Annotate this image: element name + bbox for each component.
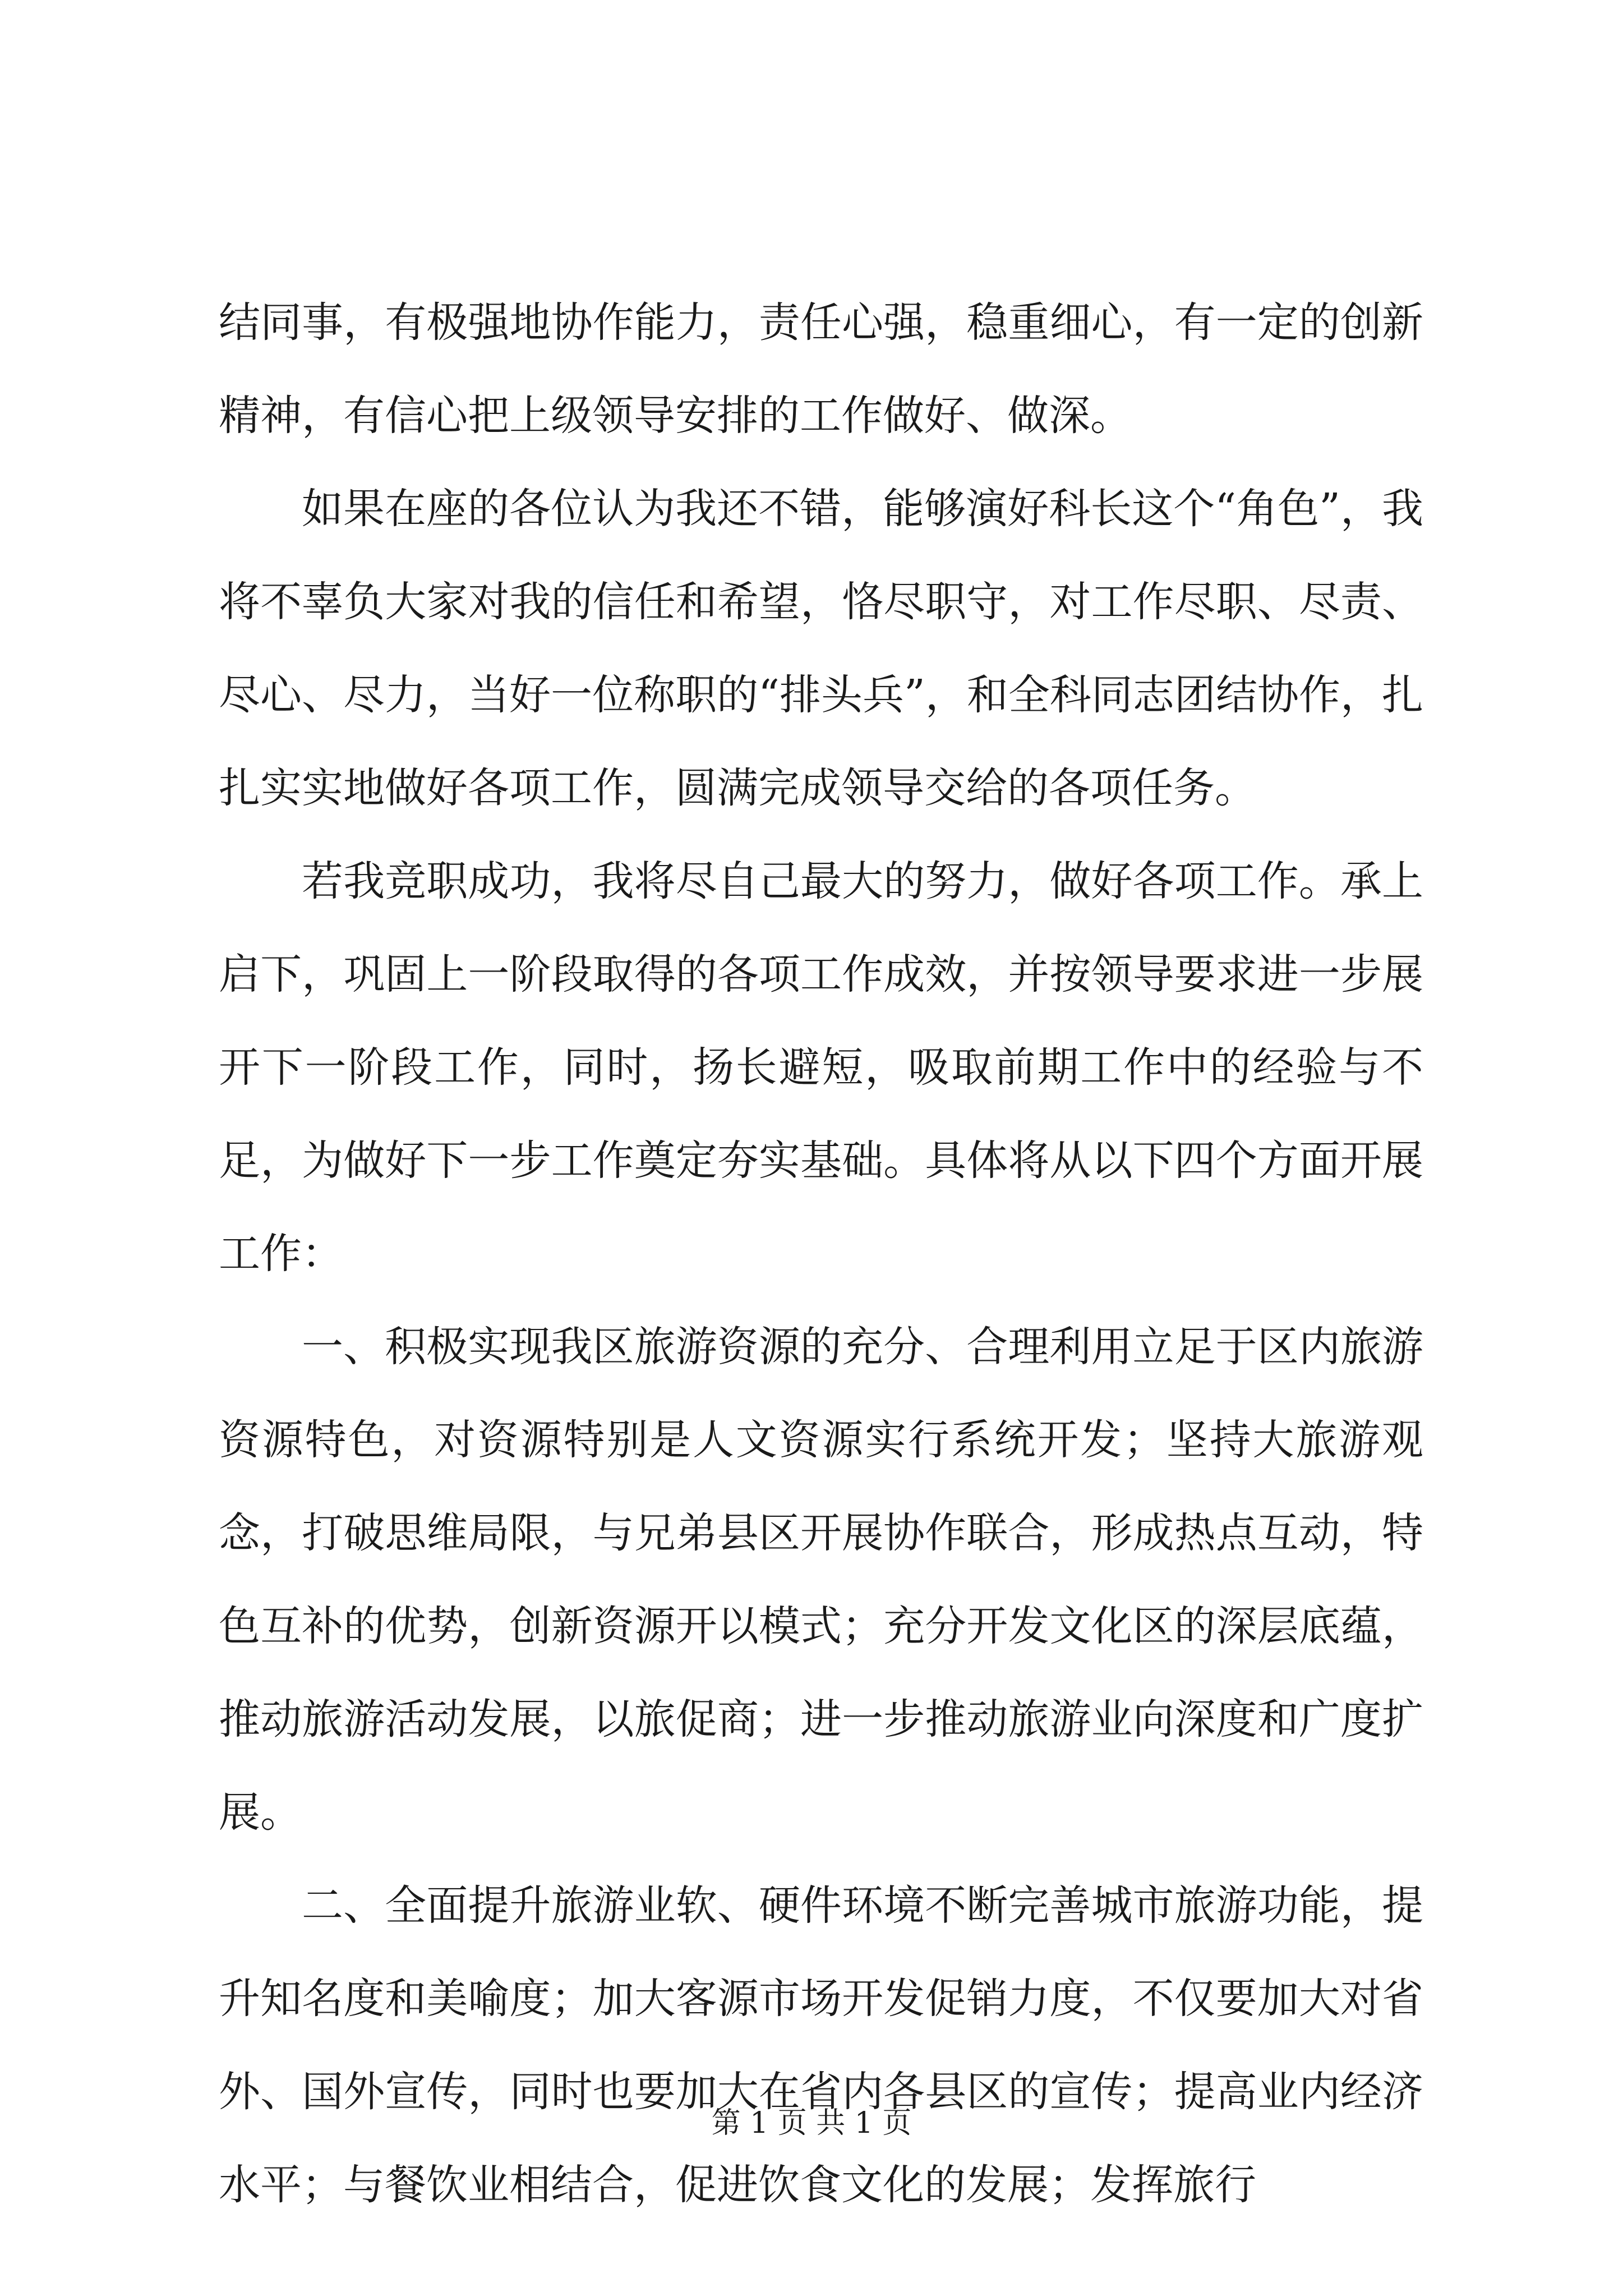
paragraph-4: 一、积极实现我区旅游资源的充分、合理利用立足于区内旅游资源特色，对资源特别是人文资源实行系统开发；坚持大旅游观念，打破思维局限，与兄弟县区开展协作联合，形成热点互动，特色互补的优势，创新资源开以模式；充分开发文化区的深层底蕴，推动旅游活动发展，以旅促商；进一步推动旅游业向深度和广度扩展。: [219, 1323, 1423, 1837]
body-text: [219, 276, 1423, 2231]
page-number-label: 第 1 页 共 1 页: [711, 2106, 912, 2140]
paragraph-5: 二、全面提升旅游业软、硬件环境不断完善城市旅游功能，提升知名度和美喻度；加大客源市场开发促销力度，不仅要加大对省外、国外宣传，同时也要加大在省内各县区的宣传；提高业内经济水平；与餐饮业相结合，促进饮食文化的发展；发挥旅行: [219, 1881, 1423, 2209]
paragraph-2: 如果在座的各位认为我还不错，能够演好科长这个“角色”，我将不辜负大家对我的信任和希望，恪尽职守，对工作尽职、尽责、尽心、尽力，当好一位称职的“排头兵”，和全科同志团结协作，扎扎实实地做好各项工作，圆满完成领导交给的各项任务。: [219, 485, 1423, 812]
paragraph-1: 结同事，有极强地协作能力，责任心强，稳重细心，有一定的创新精神，有信心把上级领导安排的工作做好、做深。: [219, 298, 1423, 440]
page-footer: [0, 2106, 1623, 2140]
paragraph-3: 若我竞职成功，我将尽自己最大的努力，做好各项工作。承上启下，巩固上一阶段取得的各项工作成效，并按领导要求进一步展开下一阶段工作，同时，扬长避短，吸取前期工作中的经验与不足，为做好下一步工作奠定夯实基础。具体将从以下四个方面开展工作：: [219, 857, 1423, 1278]
